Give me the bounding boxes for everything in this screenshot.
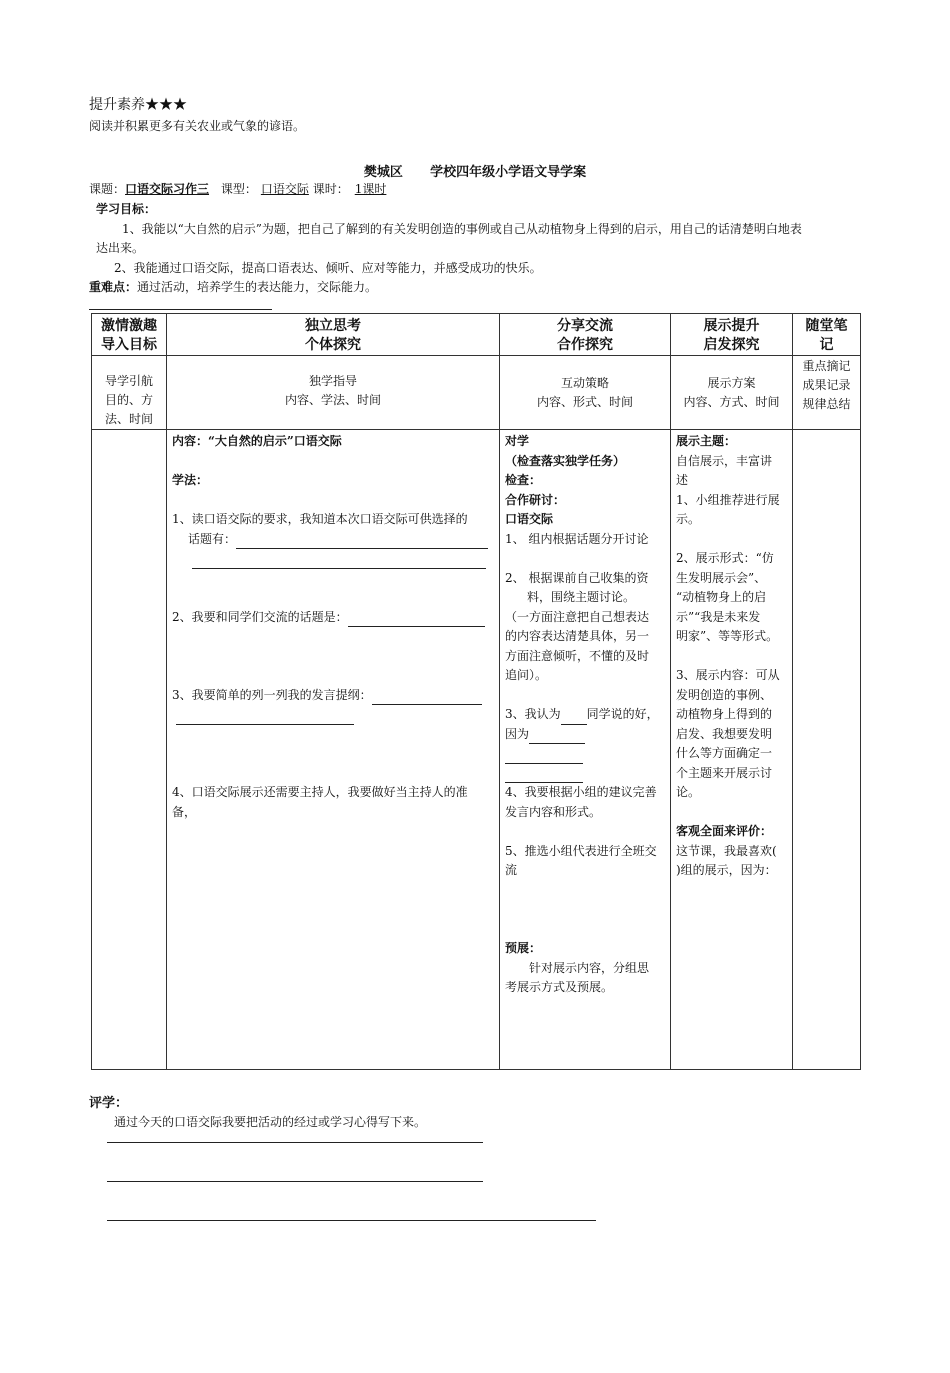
divider [89,309,272,310]
text-line: 检查： [505,473,542,487]
sub-col-5: 重点摘记 成果记录 规律总结 [793,356,861,430]
text-line: 动植物身上得到的 [676,707,773,721]
text-line: 的内容表达清楚具体，另一 [505,629,650,643]
text-line: 1、 组内根据话题分开讨论 [505,531,649,546]
header-col-4: 展示提升 启发探究 [671,314,793,356]
answer-blank-reason[interactable] [529,730,585,744]
text-line: 追问）。 [505,668,548,682]
answer-blank-reason-3[interactable] [505,769,583,783]
top-title: 提升素养★★★ [89,97,187,113]
review-text: 通过今天的口语交际我要把活动的经过或学习心得写下来。 [114,1115,427,1129]
text-line: 合作研讨： [505,492,566,507]
review-blank-3[interactable] [107,1220,596,1221]
top-desc: 阅读并积累更多有关农业或气象的谚语。 [89,119,306,133]
text-line: 预展： [505,941,542,955]
text-line: “动植物身上的启 [676,590,767,604]
text-line: 4、我要根据小组的建议完善 [505,785,657,799]
text-line: 同学说的好， [586,707,659,721]
review-label: 评学： [89,1096,129,1111]
question-1a: 1、读口语交际的要求，我知道本次口语交际可供选择的 [172,512,468,526]
lesson-value: 口语交际习作三 [125,182,210,196]
text-line: 方面注意倾听，不懂的及时 [505,648,650,663]
text-line: 发言内容和形式。 [505,804,602,819]
text-line: 针对展示内容，分组思 [529,960,650,975]
type-label: 课型： [220,182,257,196]
text-line: 示”“我是未来发 [676,609,761,624]
answer-blank-3b[interactable] [176,711,354,725]
goal-1-line-2: 达出来。 [96,241,145,255]
text-line: 启发、我想要发明 [676,726,773,741]
content-title: 内容：“大自然的启示”口语交际 [172,434,342,448]
text-line: 示。 [676,512,701,526]
answer-blank-classmate[interactable] [561,711,587,725]
review-blank-2[interactable] [107,1181,483,1182]
text-line: 明家”、等等形式。 [676,629,779,643]
goal-1-line-1: 1、我能以“大自然的启示”为题，把自己了解到的有关发明创造的事例或自己从动植物身上得到的启示，用自己的话清楚明白地表 [122,222,802,236]
text-line: 论。 [676,785,701,799]
text-line: （一方面注意把自己想表达 [505,609,650,624]
text-line: 自信展示，丰富讲 [676,453,773,468]
header-col-1: 激情激趣 导入目标 [92,314,167,356]
sub-col-1: 导学引航 目的、方 法、时间 [92,356,167,430]
goals-label: 学习目标： [96,202,157,216]
method-label: 学法： [172,473,209,487]
text-line: 1、小组推荐进行展 [676,492,780,507]
sub-col-4: 展示方案 内容、方式、时间 [671,356,793,430]
text-line: 2、 根据课前自己收集的资 [505,570,649,585]
text-line: 述 [676,473,689,487]
text-line: 3、展示内容：可从 [676,668,780,682]
text-line: 2、展示形式：“仿 [676,551,774,565]
text-line: 3、我认为 [505,707,561,721]
body-col-2 [167,430,500,1070]
lesson-label: 课题： [89,182,126,196]
header-col-5: 随堂笔 记 [793,314,861,356]
text-line: 展示主题： [676,434,737,448]
text-line: 5、推选小组代表进行全班交 [505,843,657,858]
key-label: 重难点： [89,280,138,294]
period-label: 课时： [312,182,349,196]
question-2: 2、我要和同学们交流的话题是： [172,609,348,624]
text-line: 考展示方式及预展。 [505,980,614,994]
sub-col-2: 独学指导 内容、学法、时间 [167,356,500,430]
body-col-1 [92,430,167,1070]
sub-col-3: 互动策略 内容、形式、时间 [500,356,671,430]
answer-blank-1b[interactable] [192,555,486,569]
question-3: 3、我要简单的列一列我的发言提纲： [172,687,372,702]
header-col-3: 分享交流 合作探究 [500,314,671,356]
text-line: 发明创造的事例、 [676,687,773,702]
period-value: 1课时 [354,182,387,196]
answer-blank-reason-2[interactable] [505,750,583,764]
lesson-info [89,180,386,197]
text-line: 个主题来开展示讨 [676,765,773,780]
page-title: 樊城区 学校四年级小学语文导学案 [363,165,587,180]
text-line: 生发明展示会”、 [676,570,767,585]
goal-2: 2、我能通过口语交际，提高口语表达、倾听、应对等能力，并感受成功的快乐。 [114,261,542,275]
review-blank-1[interactable] [107,1142,483,1143]
body-col-4 [671,430,793,1070]
text-line: 客观全面来评价： [676,824,773,838]
answer-blank-2[interactable] [348,613,485,627]
body-col-3 [500,430,671,1070]
question-4a: 4、口语交际展示还需要主持人，我要做好当主持人的准 [172,785,468,799]
text-line: 这节课，我最喜欢( [676,843,777,858]
header-col-2: 独立思考 个体探究 [167,314,500,356]
body-col-5 [793,430,861,1070]
text-line: )组的展示，因为： [676,863,777,877]
text-line: 什么等方面确定一 [676,746,773,760]
type-value: 口语交际 [260,182,309,196]
key-text: 通过活动，培养学生的表达能力，交际能力。 [137,280,378,294]
text-line: 因为 [505,726,530,741]
text-line: 口语交际 [505,512,554,526]
text-line: 料，围绕主题讨论。 [527,590,636,604]
question-4b: 备， [172,804,197,819]
answer-blank-3[interactable] [372,691,482,705]
key-points [89,278,377,295]
text-line: 对学 [505,434,530,448]
answer-blank-1[interactable] [236,535,488,549]
text-line: （检查落实独学任务） [505,453,626,468]
question-1b: 话题有： [188,531,237,546]
study-table [91,313,861,1070]
text-line: 流 [505,863,518,877]
